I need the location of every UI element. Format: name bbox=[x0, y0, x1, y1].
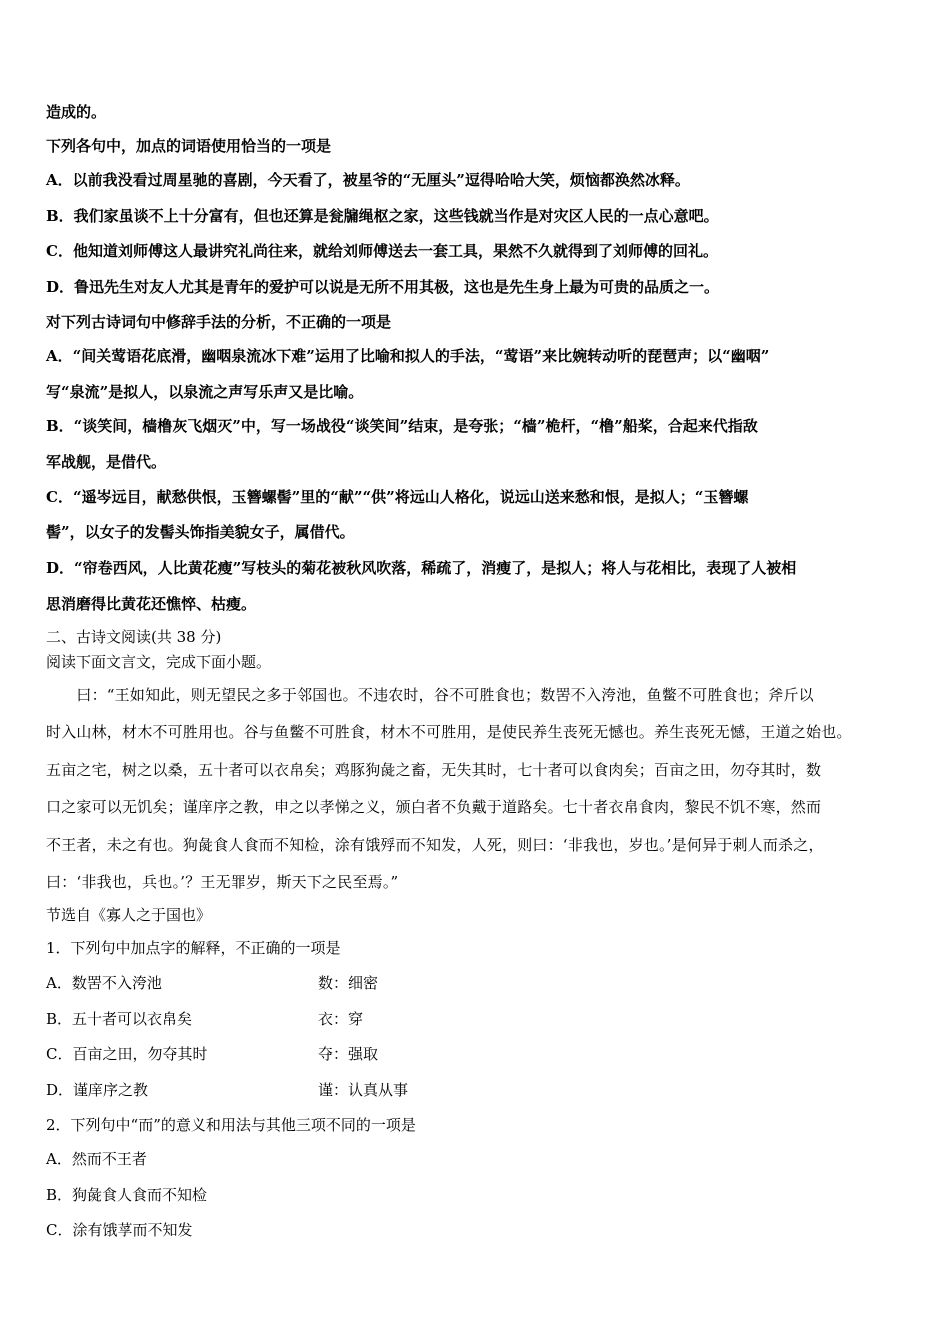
option-b: B．我们家虽谈不上十分富有，但也还算是瓮牖绳枢之家，这些钱就当作是对灾区人民的一点心意吧。 bbox=[46, 207, 719, 225]
question-stem: 对下列古诗词句中修辞手法的分析，不正确的一项是 bbox=[46, 313, 392, 331]
question-1-option-c-definition: 夺：强取 bbox=[318, 1045, 379, 1063]
option-a: A．以前我没看过周星驰的喜剧，今天看了，被星爷的“无厘头”逗得哈哈大笑，烦恼都涣然冰释。 bbox=[46, 171, 690, 189]
option-a-continued: 写“泉流”是拟人，以泉流之声写乐声又是比喻。 bbox=[46, 383, 364, 401]
question-1-option-a-definition: 数：细密 bbox=[318, 974, 379, 992]
question-1-option-d: D．谨庠序之教 bbox=[46, 1081, 149, 1099]
option-b: B．“谈笑间，樯橹灰飞烟灭”中，写一场战役“谈笑间”结束，是夸张；“樯”桅杆，“橹”船桨，合起来代指敌 bbox=[46, 417, 758, 435]
question-2: 2．下列句中“而”的意义和用法与其他三项不同的一项是 bbox=[46, 1116, 416, 1134]
option-c: C．他知道刘师傅这人最讲究礼尚往来，就给刘师傅送去一套工具，果然不久就得到了刘师傅的回礼。 bbox=[46, 242, 718, 260]
passage-line: 曰：“王如知此，则无望民之多于邻国也。不违农时，谷不可胜食也；数罟不入洿池，鱼鳖不可胜食也；斧斤以 bbox=[46, 686, 814, 704]
option-d: D．鲁迅先生对友人尤其是青年的爱护可以说是无所不用其极，这也是先生身上最为可贵的品质之一。 bbox=[46, 278, 720, 296]
question-2-option-b: B．狗彘食人食而不知检 bbox=[46, 1186, 208, 1204]
question-1-option-b: B．五十者可以衣帛矣 bbox=[46, 1010, 193, 1028]
question-1-option-b-definition: 衣：穿 bbox=[318, 1010, 364, 1028]
option-c-continued: 髻”，以女子的发髻头饰指美貌女子，属借代。 bbox=[46, 523, 355, 541]
passage-line: 五亩之宅，树之以桑，五十者可以衣帛矣；鸡豚狗彘之畜，无失其时，七十者可以食肉矣；百亩之田，勿夺其时，数 bbox=[46, 761, 822, 779]
instruction: 阅读下面文言文，完成下面小题。 bbox=[46, 653, 272, 671]
passage-line: 口之家可以无饥矣；谨庠序之教，申之以孝悌之义，颁白者不负戴于道路矣。七十者衣帛食肉，黎民不饥不寒，然而 bbox=[46, 798, 822, 816]
option-b-continued: 军战舰，是借代。 bbox=[46, 453, 167, 471]
option-d: D．“帘卷西风，人比黄花瘦”写枝头的菊花被秋风吹落，稀疏了，消瘦了，是拟人；将人与花相比，表现了人被相 bbox=[46, 559, 797, 577]
option-a: A．“间关莺语花底滑，幽咽泉流冰下难”运用了比喻和拟人的手法，“莺语”来比婉转动听的琵琶声；以“幽咽” bbox=[46, 347, 770, 365]
question-1-option-c: C．百亩之田，勿夺其时 bbox=[46, 1045, 208, 1063]
section-heading: 二、古诗文阅读(共 38 分) bbox=[46, 628, 222, 646]
question-1-option-a: A．数罟不入洿池 bbox=[46, 974, 162, 992]
question-stem: 下列各句中，加点的词语使用恰当的一项是 bbox=[46, 137, 332, 155]
question-2-option-a: A．然而不王者 bbox=[46, 1150, 147, 1168]
option-c: C．“遥岑远目，献愁供恨，玉簪螺髻”里的“献”“供”将远山人格化，说远山送来愁和恨，是拟人；“玉簪螺 bbox=[46, 488, 749, 506]
question-2-option-c: C．涂有饿莩而不知发 bbox=[46, 1221, 193, 1239]
source-note: 节选自《寡人之于国也》 bbox=[46, 906, 212, 924]
text-line: 造成的。 bbox=[46, 103, 107, 121]
passage-line: 时入山林，材木不可胜用也。谷与鱼鳖不可胜食，材木不可胜用，是使民养生丧死无憾也。养生丧死无憾，王道之始也。 bbox=[46, 723, 852, 741]
question-1-option-d-definition: 谨：认真从事 bbox=[318, 1081, 409, 1099]
passage-line: 不王者，未之有也。狗彘食人食而不知检，涂有饿殍而不知发，人死，则曰：‘非我也，岁也。’是何异于刺人而杀之， bbox=[46, 836, 824, 854]
question-1: 1．下列句中加点字的解释，不正确的一项是 bbox=[46, 939, 341, 957]
option-d-continued: 思消磨得比黄花还憔悴、枯瘦。 bbox=[46, 595, 257, 613]
passage-line: 曰：‘非我也，兵也。’？王无罪岁，斯天下之民至焉。” bbox=[46, 873, 399, 891]
